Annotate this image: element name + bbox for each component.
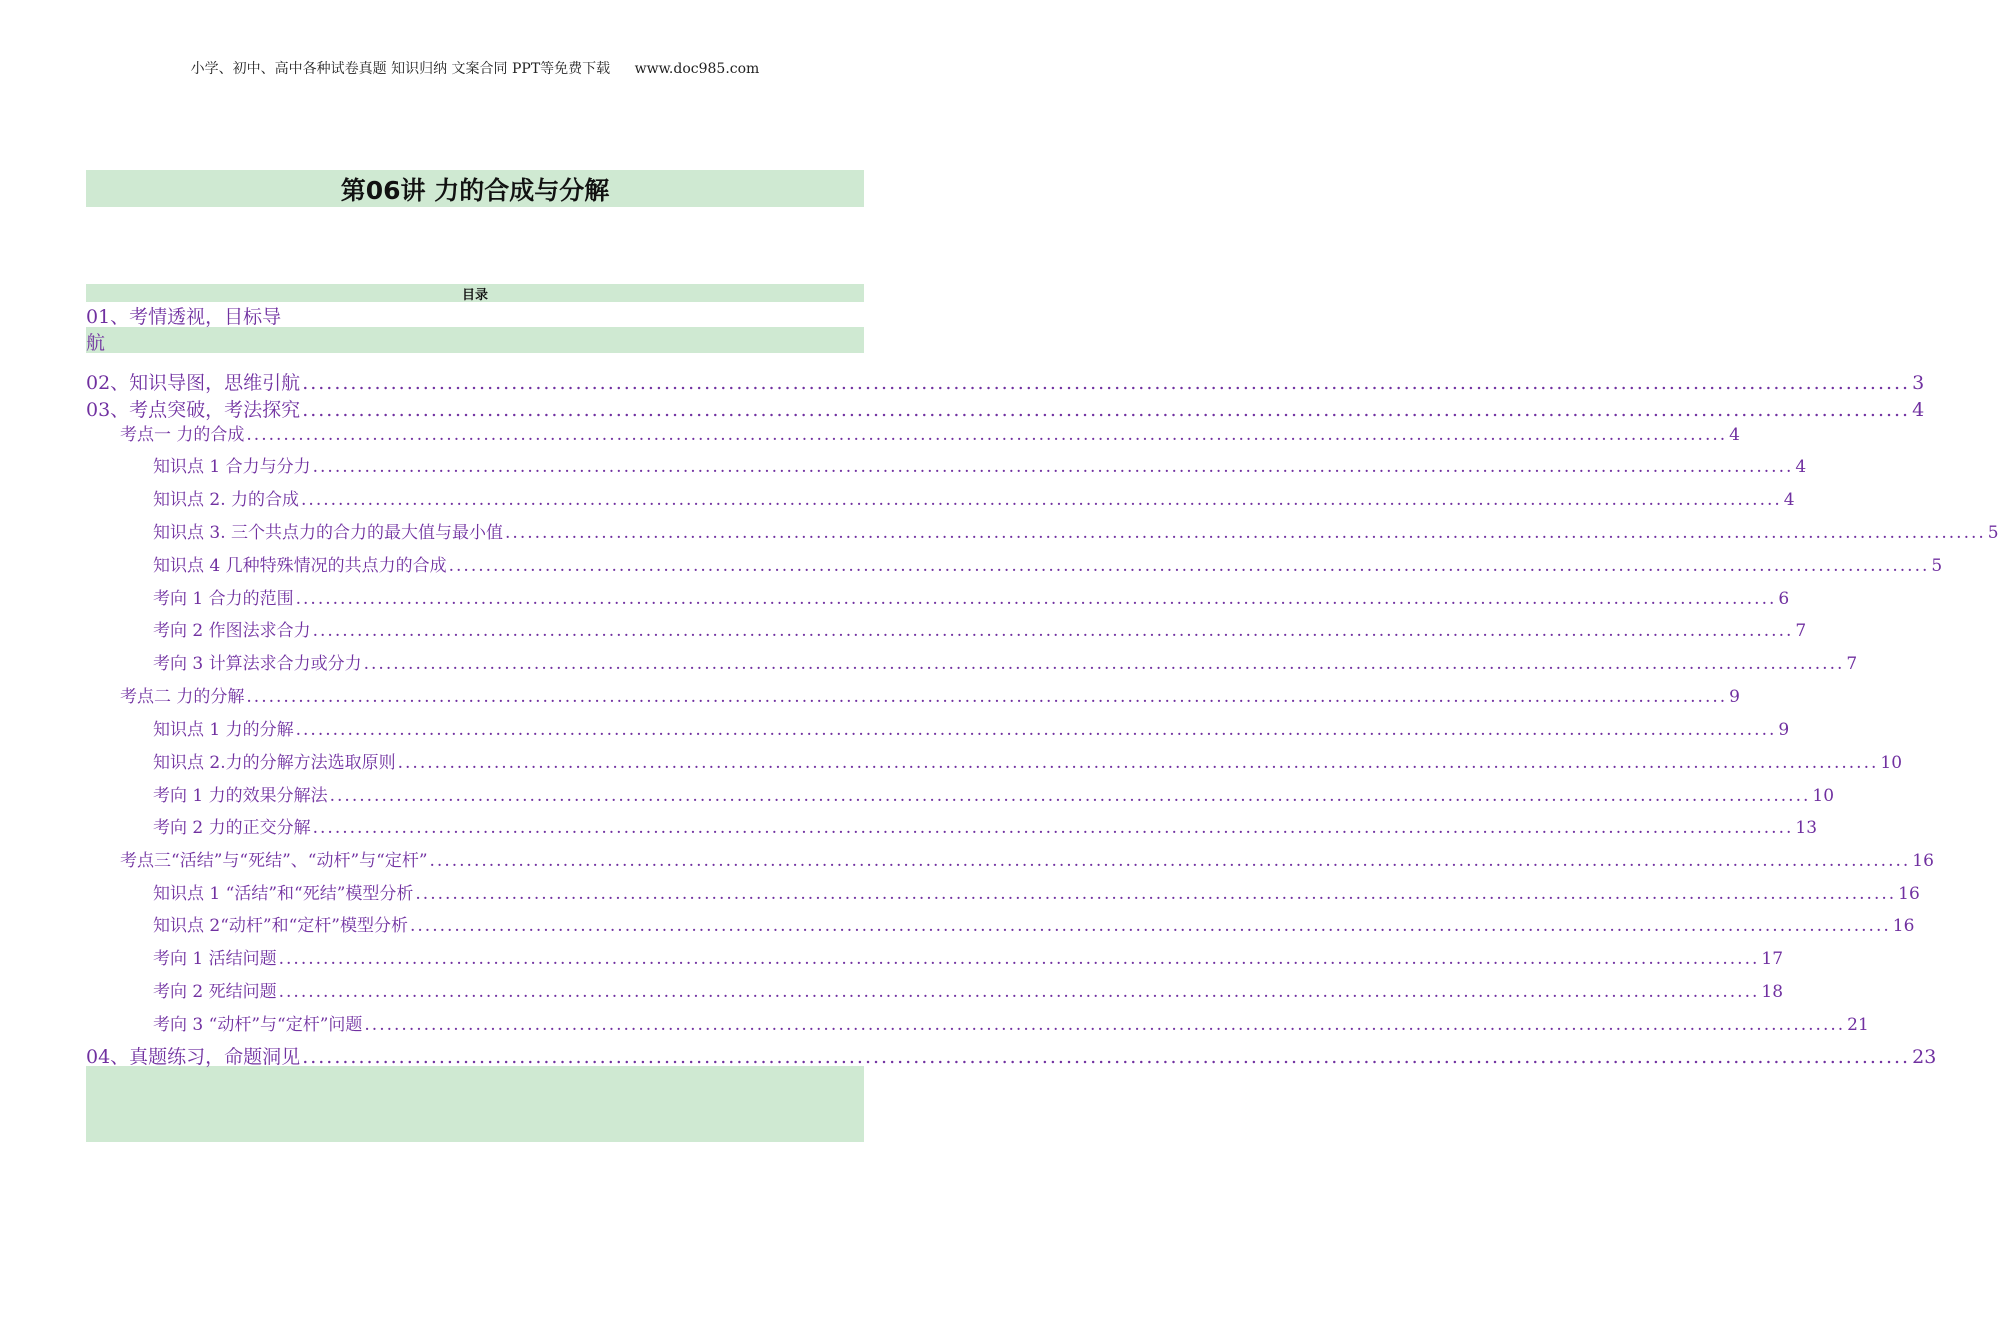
title-banner	[86, 170, 864, 207]
toc-leader-dots: ........................................................................................................................................................................................................	[302, 372, 1911, 394]
toc-entry-title: 考向 2 力的正交分解	[153, 818, 311, 838]
toc-entry-title: 知识点 1 合力与分力	[153, 457, 311, 477]
toc-entry-page: 3	[1912, 372, 1925, 394]
toc-entry-page: 10	[1812, 786, 1835, 806]
toc-leader-dots: ........................................................................................................................................................................................................	[295, 589, 1777, 609]
header-site[interactable]: www.doc985.com	[634, 61, 760, 77]
page-header	[0, 58, 950, 78]
toc-entry-page: 7	[1846, 654, 1858, 674]
toc-entry[interactable]	[120, 682, 1740, 707]
toc-entry-page: 5	[1931, 556, 1943, 576]
toc-leader-dots: ........................................................................................................................................................................................................	[301, 490, 1782, 510]
toc-entry-title: 考向 2 作图法求合力	[153, 621, 311, 641]
toc-entry-page: 6	[1778, 589, 1790, 609]
toc-entry[interactable]	[153, 813, 1818, 838]
toc-leader-dots: ........................................................................................................................................................................................................	[312, 457, 1794, 477]
toc-leader-dots: ........................................................................................................................................................................................................	[278, 949, 1760, 969]
toc-entry-title: 考向 1 活结问题	[153, 949, 277, 969]
toc-entry-title: 知识点 2.力的分解方法选取原则	[153, 753, 396, 773]
toc-entry-page: 21	[1847, 1015, 1869, 1035]
toc-leader-dots: ........................................................................................................................................................................................................	[409, 916, 1891, 936]
toc-leader-dots: ........................................................................................................................................................................................................	[363, 654, 1845, 674]
toc-entry[interactable]	[153, 781, 1835, 806]
toc-entry-page: 23	[1912, 1046, 1937, 1068]
toc-entry[interactable]	[120, 420, 1740, 445]
toc-label-banner	[86, 284, 864, 302]
toc-entry-first-line2: 航	[86, 332, 106, 354]
toc-entry[interactable]	[153, 649, 1858, 674]
toc-entry-title: 考向 2 死结问题	[153, 982, 277, 1002]
toc-entry-page: 4	[1729, 425, 1740, 445]
toc-entry-title: 考点二 力的分解	[120, 687, 245, 707]
toc-entry[interactable]	[153, 1010, 1869, 1035]
toc-entry[interactable]	[153, 584, 1790, 609]
toc-entry-title: 考点一 力的合成	[120, 425, 245, 445]
toc-entry[interactable]	[153, 485, 1795, 510]
toc-leader-dots: ........................................................................................................................................................................................................	[397, 753, 1879, 773]
toc-leader-dots: ........................................................................................................................................................................................................	[246, 687, 1728, 707]
toc-leader-dots: ........................................................................................................................................................................................................	[312, 818, 1794, 838]
toc-entry[interactable]	[153, 452, 1807, 477]
toc-entry[interactable]	[153, 616, 1807, 641]
toc-entry[interactable]	[86, 368, 1925, 395]
toc-entry-title: 考向 1 合力的范围	[153, 589, 294, 609]
toc-entry-page: 17	[1761, 949, 1784, 969]
toc-entry-page: 16	[1898, 884, 1920, 904]
toc-leader-dots: ........................................................................................................................................................................................................	[246, 425, 1728, 445]
toc-entry-title: 知识点 3. 三个共点力的合力的最大值与最小值	[153, 523, 504, 543]
toc-entry[interactable]	[153, 944, 1784, 969]
toc-entry[interactable]	[153, 977, 1784, 1002]
toc-entry[interactable]	[153, 518, 1999, 543]
toc-leader-dots: ........................................................................................................................................................................................................	[415, 884, 1897, 904]
toc-entry-title: 知识点 4 几种特殊情况的共点力的合成	[153, 556, 447, 576]
toc-entry-page: 13	[1795, 818, 1818, 838]
toc-entry-page: 16	[1892, 916, 1915, 936]
toc-leader-dots: ........................................................................................................................................................................................................	[429, 851, 1911, 871]
toc-leader-dots: ........................................................................................................................................................................................................	[364, 1015, 1846, 1035]
toc-entry-page: 9	[1778, 720, 1790, 740]
toc-entry[interactable]	[120, 846, 1934, 871]
toc-leader-dots: ........................................................................................................................................................................................................	[505, 523, 1986, 543]
toc-entry[interactable]	[153, 715, 1790, 740]
toc-entry-first-line1: 01、考情透视，目标导	[86, 306, 282, 328]
toc-leader-dots: ........................................................................................................................................................................................................	[302, 1046, 1911, 1068]
page-title: 第06讲 力的合成与分解	[340, 175, 610, 205]
toc-entry[interactable]	[153, 551, 1943, 576]
toc-entry-first[interactable]	[86, 304, 281, 356]
toc-entry-title: 知识点 1 “活结”和“死结”模型分析	[153, 884, 414, 904]
toc-entry-page: 18	[1761, 982, 1784, 1002]
toc-entry-page: 16	[1912, 851, 1934, 871]
toc-entry-page: 4	[1783, 490, 1795, 510]
toc-entry-title: 考点三“活结”与“死结”、“动杆”与“定杆”	[120, 851, 428, 871]
toc-entry-title: 知识点 2“动杆”和“定杆”模型分析	[153, 916, 408, 936]
toc-entry-title: 03、考点突破，考法探究	[86, 399, 301, 421]
toc-entry[interactable]	[153, 879, 1920, 904]
toc-entry-title: 考向 3 “动杆”与“定杆”问题	[153, 1015, 363, 1035]
toc-entry-page: 4	[1912, 399, 1925, 421]
toc-entry-title: 02、知识导图，思维引航	[86, 372, 301, 394]
toc-entry-page: 9	[1729, 687, 1740, 707]
toc-entry-title: 04、真题练习，命题洞见	[86, 1046, 301, 1068]
toc-leader-dots: ........................................................................................................................................................................................................	[312, 621, 1794, 641]
toc-leader-dots: ........................................................................................................................................................................................................	[329, 786, 1811, 806]
toc-entry[interactable]	[86, 395, 1925, 422]
bottom-band	[86, 1066, 864, 1142]
toc-entry-title: 知识点 1 力的分解	[153, 720, 294, 740]
toc-entry[interactable]	[153, 748, 1903, 773]
toc-entry-page: 10	[1880, 753, 1903, 773]
toc-leader-dots: ........................................................................................................................................................................................................	[278, 982, 1760, 1002]
toc-leader-dots: ........................................................................................................................................................................................................	[448, 556, 1930, 576]
toc-label: 目录	[461, 287, 488, 303]
toc-entry-page: 5	[1987, 523, 1999, 543]
header-text: 小学、初中、高中各种试卷真题 知识归纳 文案合同 PPT等免费下载	[190, 61, 611, 77]
toc-entry-page: 4	[1795, 457, 1807, 477]
toc-entry-title: 考向 3 计算法求合力或分力	[153, 654, 362, 674]
toc-leader-dots: ........................................................................................................................................................................................................	[295, 720, 1777, 740]
toc-entry[interactable]	[86, 1042, 1937, 1069]
toc-entry-page: 7	[1795, 621, 1807, 641]
toc-leader-dots: ........................................................................................................................................................................................................	[302, 399, 1911, 421]
toc-entry-title: 考向 1 力的效果分解法	[153, 786, 328, 806]
toc-entry-title: 知识点 2. 力的合成	[153, 490, 300, 510]
toc-entry[interactable]	[153, 911, 1915, 936]
